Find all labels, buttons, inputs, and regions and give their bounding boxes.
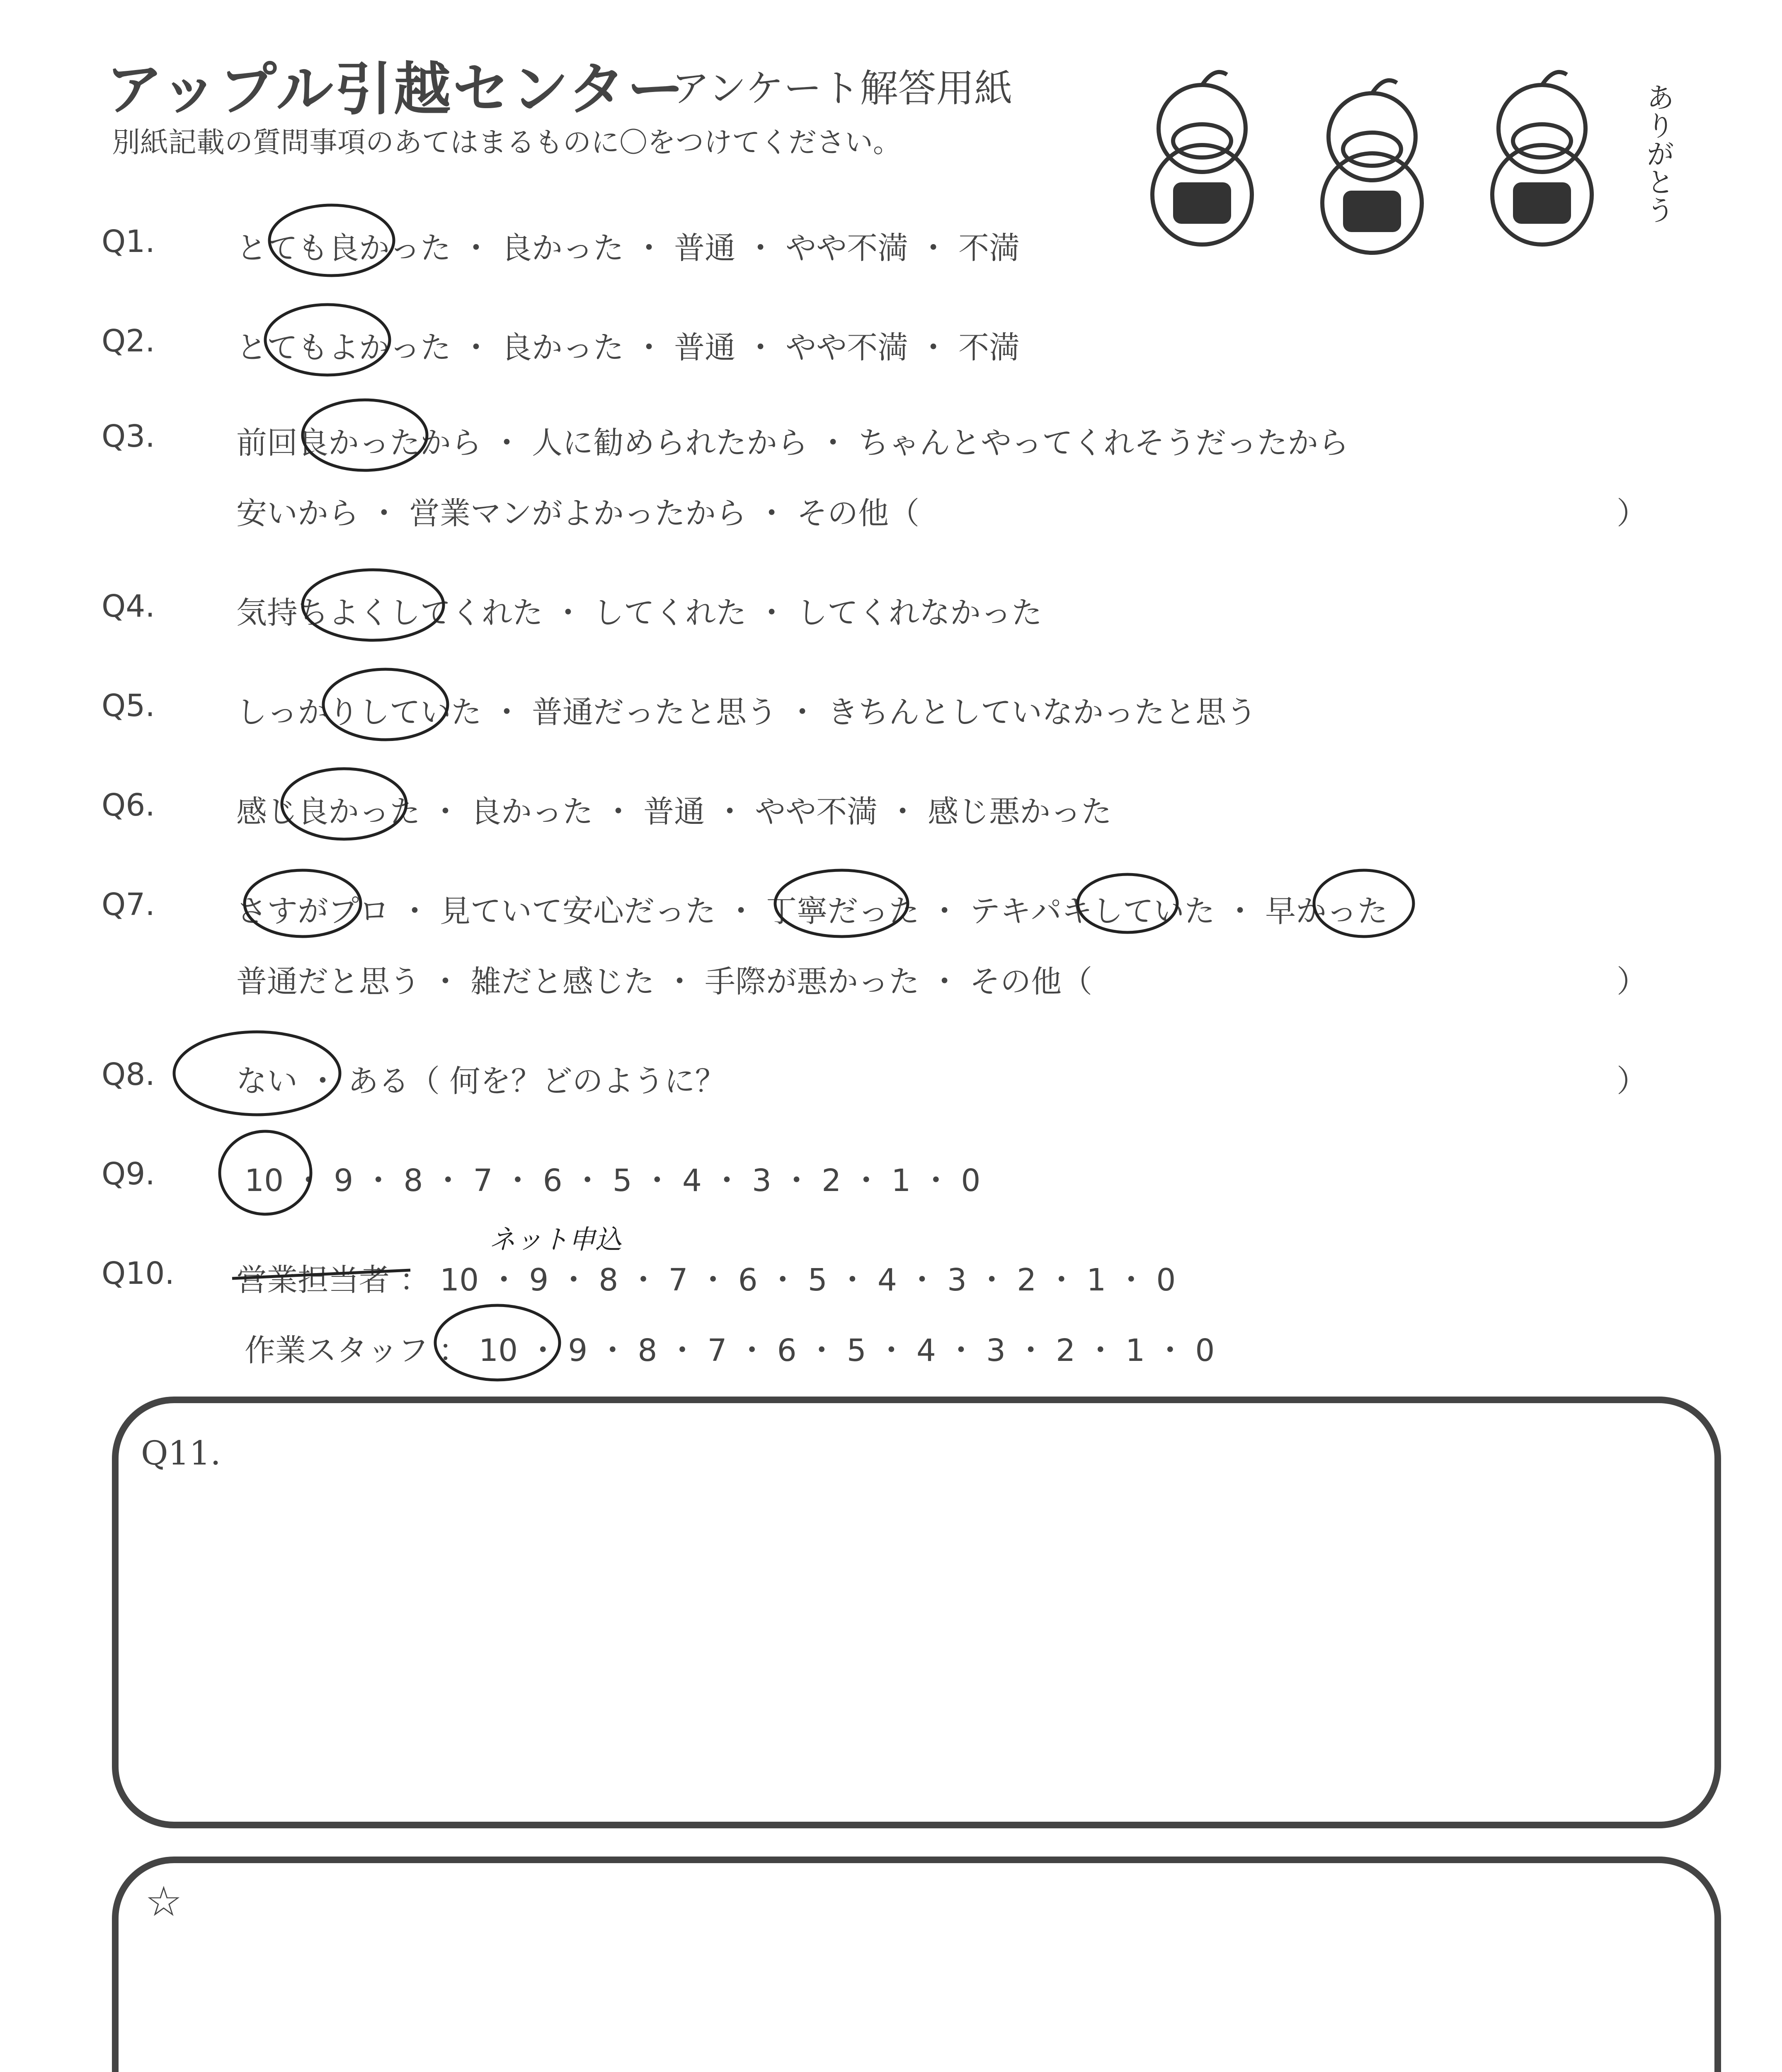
handwritten-note: ネット申込 bbox=[489, 1225, 622, 1255]
question-options: 前回良かったから ・ 人に勧められたから ・ ちゃんとやってくれそうだったから bbox=[236, 425, 1349, 461]
survey-subtitle: アンケート解答用紙 bbox=[672, 66, 1013, 111]
question-number: Q4. bbox=[102, 588, 155, 624]
q11-label: Q11. bbox=[141, 1434, 221, 1472]
question-options: 作業スタッフ ： 10 ・ 9 ・ 8 ・ 7 ・ 6 ・ 5 ・ 4 ・ 3 ・ 2 ・ 1 ・ 0 bbox=[245, 1333, 1215, 1368]
question-options: しっかりしていた ・ 普通だったと思う ・ きちんとしていなかったと思う bbox=[236, 695, 1257, 730]
question-options: さすがプロ ・ 見ていて安心だった ・ 丁寧だった ・ テキパキしていた ・ 早かった bbox=[236, 893, 1388, 929]
question-number: Q5. bbox=[102, 688, 155, 724]
question-options: 安いから ・ 営業マンがよかったから ・ その他（ bbox=[236, 496, 920, 531]
question-number: Q3. bbox=[102, 419, 155, 454]
mascot-thanks-text: ありがとう bbox=[1641, 83, 1675, 224]
star-comment-box bbox=[112, 1857, 1721, 2072]
question-options: ない ・ ある（ 何を？どのように？ bbox=[236, 1063, 726, 1099]
close-paren: ） bbox=[1617, 496, 1647, 531]
question-number: Q7. bbox=[102, 887, 155, 922]
question-options: 10 ・ 9 ・ 8 ・ 7 ・ 6 ・ 5 ・ 4 ・ 3 ・ 2 ・ 1 ・ 0 bbox=[245, 1163, 981, 1198]
question-options: 普通だと思う ・ 雑だと感じた ・ 手際が悪かった ・ その他（ bbox=[236, 964, 1093, 1000]
question-number: Q2. bbox=[102, 323, 155, 359]
question-number: Q6. bbox=[102, 787, 155, 823]
question-number: Q10. bbox=[102, 1256, 175, 1291]
mascot-illustration bbox=[1119, 58, 1700, 274]
question-options: 気持ちよくしてくれた ・ してくれた ・ してくれなかった bbox=[236, 595, 1043, 631]
question-number: Q8. bbox=[102, 1057, 155, 1092]
star-label: ☆ bbox=[145, 1877, 182, 1926]
question-options: とてもよかった ・ 良かった ・ 普通 ・ やや不満 ・ 不満 bbox=[236, 330, 1020, 366]
instruction-text: 別紙記載の質問事項のあてはまるものに〇をつけてください。 bbox=[112, 126, 902, 159]
question-options: とても良かった ・ 良かった ・ 普通 ・ やや不満 ・ 不満 bbox=[236, 230, 1020, 266]
question-number: Q9. bbox=[102, 1156, 155, 1192]
close-paren: ） bbox=[1617, 1063, 1647, 1099]
close-paren: ） bbox=[1617, 964, 1647, 1000]
question-options: 感じ良かった ・ 良かった ・ 普通 ・ やや不満 ・ 感じ悪かった bbox=[236, 794, 1112, 830]
question-options: 営業担当者 ： 10 ・ 9 ・ 8 ・ 7 ・ 6 ・ 5 ・ 4 ・ 3 ・ 2 ・ 1 ・ 0 bbox=[236, 1262, 1176, 1298]
q11-answer-box bbox=[112, 1397, 1721, 1828]
survey-title: アップル引越センター bbox=[106, 56, 686, 123]
question-number: Q1. bbox=[102, 224, 155, 259]
